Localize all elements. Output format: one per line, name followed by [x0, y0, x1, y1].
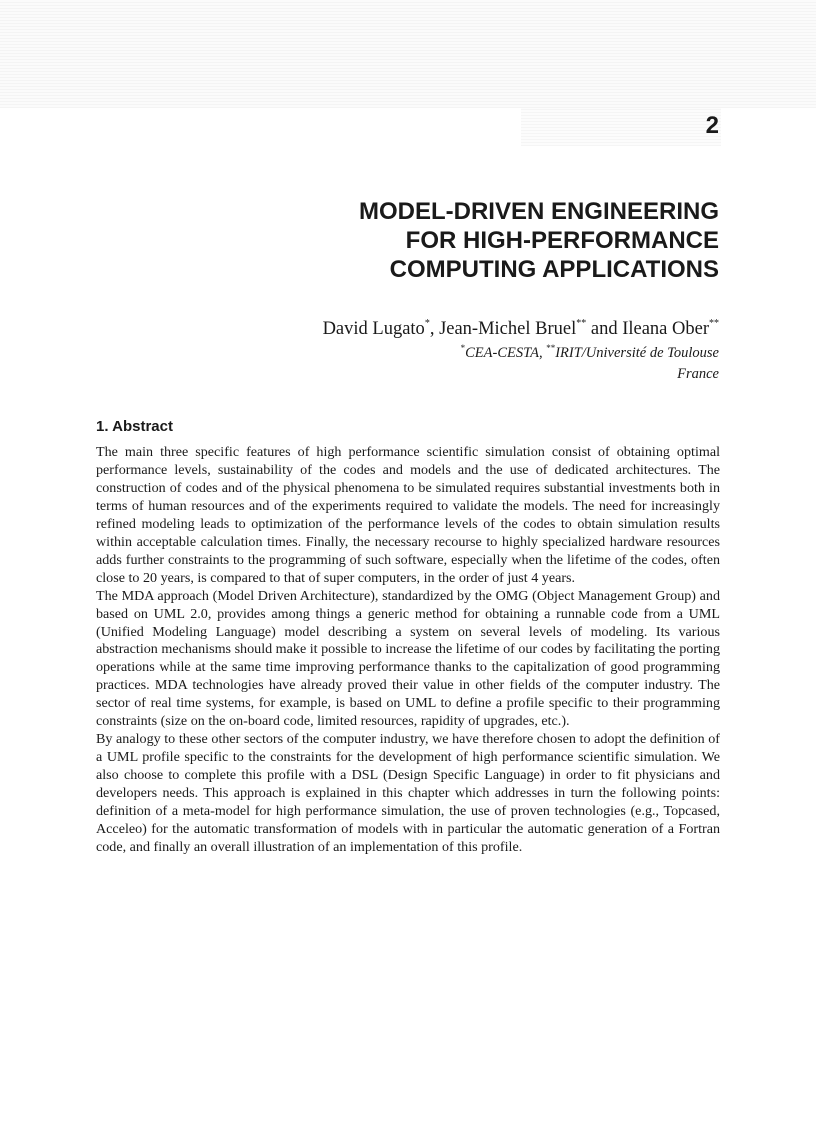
affiliation-country: France — [677, 366, 719, 382]
abstract-paragraph: By analogy to these other sectors of the computer industry, we have therefore chosen to adopt the definition of a UML profile specific to the constraints for the development of high performance scientific simulation. We also choose to complete this profile with a DSL (Design Specific Language) in order to fit physicians and developers needs. This approach is explained in this chapter which addresses in turn the following points: definition of a meta-model for high performance simulation, the use of proven technologies (e.g., Topcased, Acceleo) for the automatic transformation of models with in particular the automatic generation of a Fortran code, and finally an overall illustration of an implementation of this profile. — [96, 731, 720, 855]
author-mark: ** — [576, 318, 587, 329]
page-header-band — [0, 0, 816, 108]
author-separator: and — [586, 319, 623, 339]
author-name: Jean-Michel Bruel — [439, 319, 577, 339]
abstract-body — [96, 444, 720, 857]
section-heading: 1. Abstract — [96, 418, 173, 435]
abstract-paragraph: The main three specific features of high performance scientific simulation consist of obtaining optimal performance levels, sustainability of the codes and models and the use of dedicated architectures. The construction of codes and of the physical phenomena to be simulated requires substantial investments both in terms of human resources and of the experiments required to validate the models. The need for increasingly refined modeling leads to optimization of the performance levels of the codes to obtain simulation results within acceptable calculation times. Finally, the necessary recourse to highly specialized hardware resources adds further constraints to the programming of such software, especially when the lifetime of the codes, often close to 20 years, is compared to that of super computers, in the order of just 4 years. — [96, 444, 720, 586]
affiliation-org: CEA-CESTA, — [465, 345, 547, 361]
affiliation — [219, 338, 719, 385]
author-separator: , — [429, 319, 440, 339]
chapter-title-line: MODEL-DRIVEN ENGINEERING — [358, 198, 719, 225]
author-name: Ileana Ober — [622, 319, 709, 339]
abstract-paragraph: The MDA approach (Model Driven Architecture), standardized by the OMG (Object Management Group) and based on UML 2.0, provides among things a generic method for obtaining a runnable code from a UML (Unified Modeling Language) model describing a system on several levels of modeling. Its various abstraction mechanisms should make it possible to increase the lifetime of our codes by facilitating the porting operations while at the same time improving performance thanks to the capitalization of good programming practices. MDA technologies have already proved their value in other fields of the computer industry. The sector of real time systems, for example, is based on UML to define a profile specific to their programming constraints (size on the on-board code, limited resources, rapidity of upgrades, etc.). — [96, 587, 720, 730]
chapter-title-line: COMPUTING APPLICATIONS — [389, 256, 719, 283]
author-mark: * — [424, 318, 430, 329]
chapter-title — [159, 197, 719, 284]
header-shade-block — [521, 108, 721, 146]
author-list — [323, 312, 719, 341]
affiliation-mark: * — [460, 343, 466, 353]
author-mark: ** — [709, 318, 719, 329]
affiliation-line — [219, 338, 719, 364]
author-name: David Lugato — [322, 319, 425, 339]
chapter-title-line: FOR HIGH-PERFORMANCE — [405, 227, 719, 254]
chapter-number: 2 — [705, 112, 719, 139]
affiliation-org: IRIT/Université de Toulouse — [555, 345, 719, 361]
affiliation-mark: ** — [546, 343, 556, 353]
